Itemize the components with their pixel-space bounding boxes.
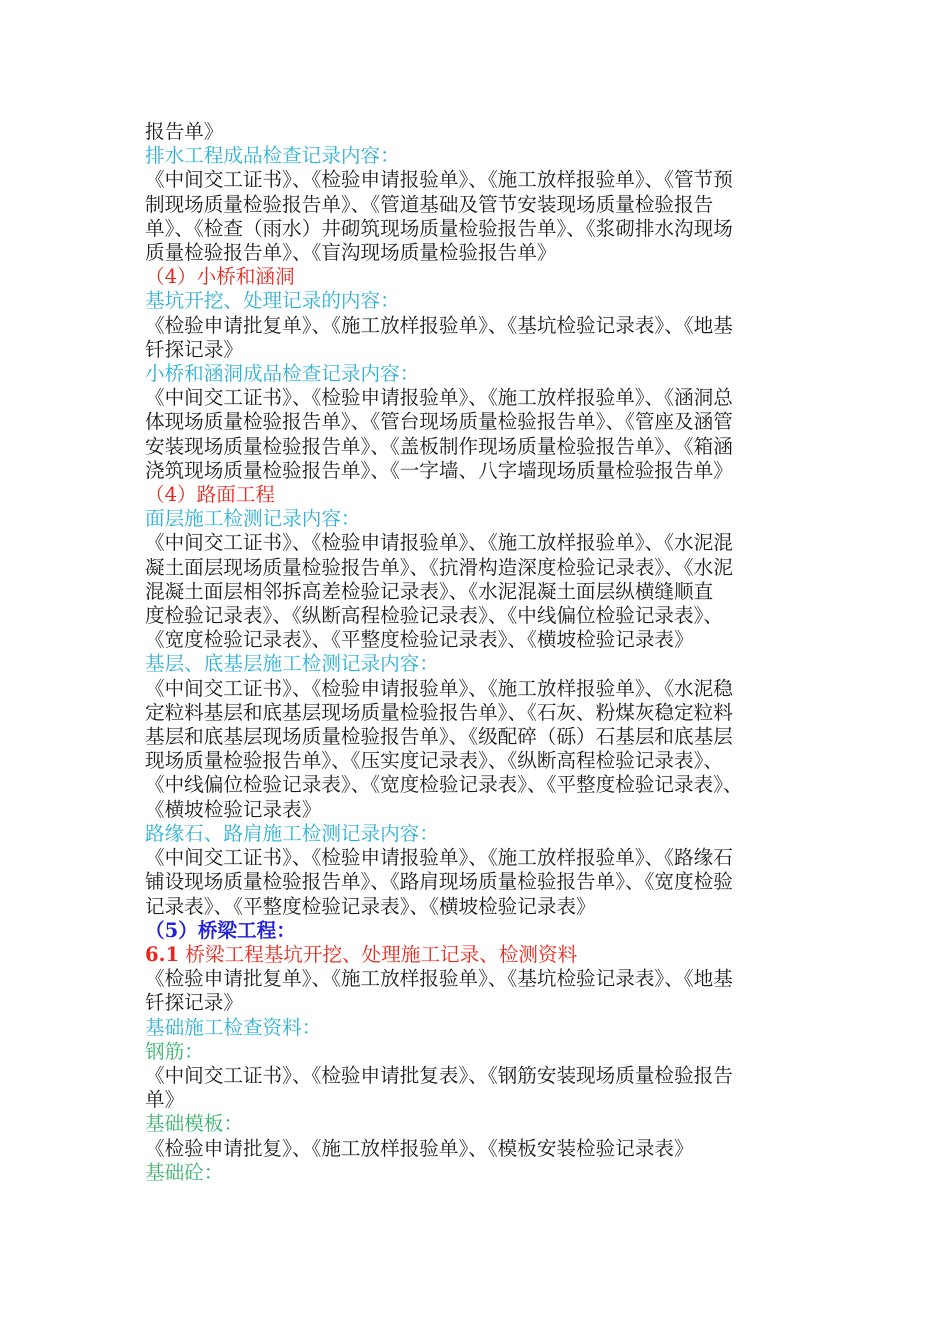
chapter-heading: （4）小桥和涵洞 [145,265,295,289]
text-line: 定粒料基层和底基层现场质量检验报告单》、《石灰、粉煤灰稳定粒料 [145,700,733,724]
text-line: 《检验申请批复单》、《施工放样报验单》、《基坑检验记录表》、《地基 [145,967,733,991]
text-line: 质量检验报告单》、《盲沟现场质量检验报告单》 [145,241,557,265]
text-line: 单》、《检查（雨水）井砌筑现场质量检验报告单》、《浆砌排水沟现场 [145,216,733,240]
text-line: 凝土面层现场质量检验报告单》、《抗滑构造深度检验记录表》、《水泥 [145,555,733,579]
text-line: 现场质量检验报告单》、《压实度记录表》、《纵断高程检验记录表》、 [145,749,723,773]
text-line: 报告单》 [145,120,224,143]
text-line: 铺设现场质量检验报告单》、《路肩现场质量检验报告单》、《宽度检验 [145,870,733,894]
text-line: 钎探记录》 [145,337,243,361]
section-heading: 基层、底基层施工检测记录内容： [145,652,439,676]
chapter-heading: （4）路面工程 [145,483,276,507]
text-line: 《中间交工证书》、《检验申请报验单》、《施工放样报验单》、《水泥稳 [145,676,733,700]
text-line: 记录表》、《平整度检验记录表》、《横坡检验记录表》 [145,894,596,918]
subsection-number: 6.1 [145,942,180,966]
text-line: 《中间交工证书》、《检验申请报验单》、《施工放样报验单》、《涵洞总 [145,386,733,410]
text-line: 钎探记录》 [145,991,243,1015]
text-line: 《宽度检验记录表》、《平整度检验记录表》、《横坡检验记录表》 [145,628,694,652]
item-heading: 基础砼： [145,1160,224,1184]
text-line: 单》 [145,1088,185,1112]
text-line: 混凝土面层相邻拆高差检验记录表》、《水泥混凝土面层纵横缝顺直 [145,579,714,603]
text-line: 安装现场质量检验报告单》、《盖板制作现场质量检验报告单》、《箱涵 [145,434,733,458]
text-line: 度检验记录表》、《纵断高程检验记录表》、《中线偏位检验记录表》、 [145,604,723,628]
document-page [145,120,810,1185]
chapter-heading-bridge: （5）桥梁工程： [145,918,296,942]
section-heading: 排水工程成品检查记录内容： [145,144,400,168]
section-heading: 基础施工检查资料： [145,1015,322,1039]
text-line: 《中间交工证书》、《检验申请报验单》、《施工放样报验单》、《水泥混 [145,531,733,555]
text-line: 《中线偏位检验记录表》、《宽度检验记录表》、《平整度检验记录表》、 [145,773,743,797]
text-line: 《中间交工证书》、《检验申请批复表》、《钢筋安装现场质量检验报告 [145,1063,733,1087]
text-line: 《检验申请批复》、《施工放样报验单》、《模板安装检验记录表》 [145,1136,694,1160]
text-line: 《中间交工证书》、《检验申请报验单》、《施工放样报验单》、《路缘石 [145,846,733,870]
section-heading: 小桥和涵洞成品检查记录内容： [145,362,420,386]
text-line: 浇筑现场质量检验报告单》、《一字墙、八字墙现场质量检验报告单》 [145,458,733,482]
subsection-title: 桥梁工程基坑开挖、处理施工记录、检测资料 [179,942,578,966]
section-heading: 面层施工检测记录内容： [145,507,361,531]
subsection-heading [145,943,810,967]
item-heading: 钢筋： [145,1039,204,1063]
text-line: 体现场质量检验报告单》、《管台现场质量检验报告单》、《管座及涵管 [145,410,733,434]
text-line: 《横坡检验记录表》 [145,797,322,821]
text-line: 《检验申请批复单》、《施工放样报验单》、《基坑检验记录表》、《地基 [145,313,733,337]
section-heading: 路缘石、路肩施工检测记录内容： [145,821,439,845]
text-line: 《中间交工证书》、《检验申请报验单》、《施工放样报验单》、《管节预 [145,168,733,192]
section-heading: 基坑开挖、处理记录的内容： [145,289,400,313]
text-line: 制现场质量检验报告单》、《管道基础及管节安装现场质量检验报告 [145,192,714,216]
item-heading: 基础模板： [145,1112,243,1136]
text-line: 基层和底基层现场质量检验报告单》、《级配碎（砾）石基层和底基层 [145,725,733,749]
